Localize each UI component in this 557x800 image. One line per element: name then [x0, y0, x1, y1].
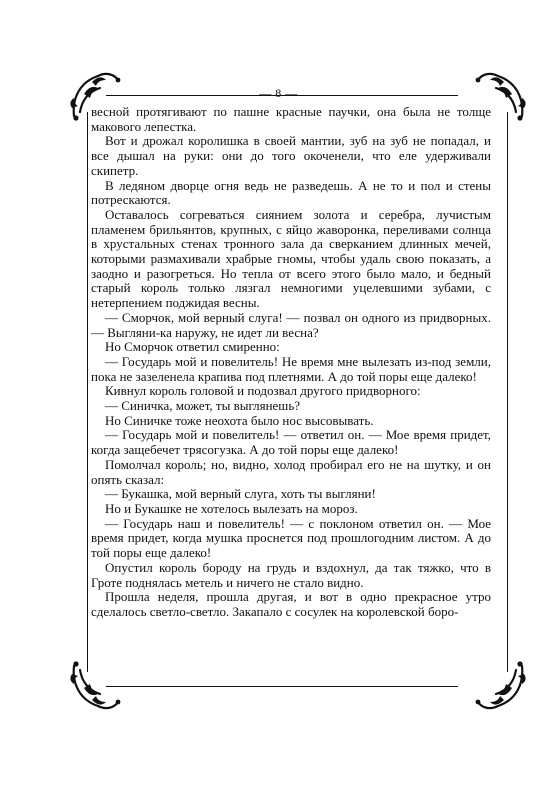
paragraph: — Синичка, может, ты выглянешь? — [105, 398, 301, 414]
paragraph: В ледяном дворце огня ведь не разведешь. А не то и пол и стены потрескаются. — [91, 177, 491, 208]
frame-left-border — [87, 112, 88, 672]
floral-corner-icon — [66, 660, 124, 718]
paragraph: Оставалось согреваться сиянием золота и серебра, лучистым пламенем брильянтов, крупных, с яйцо жаворонка, переливами солнца в хрустальных стенах тронного зала да сверканием длинных мечей, которыми размахивали храбрые гномы, чтобы удаль свою показать, а заодно и разогреться. Но тепла от всего этого было мало, и бедный старый король только лязгал немногими уцелевшими зубами, с нетерпением поджидая весны. — [91, 206, 491, 311]
paragraph: Но Сморчок ответил смиренно: — [105, 339, 280, 355]
frame-bottom-border — [106, 686, 458, 687]
frame-right-border — [507, 112, 508, 672]
paragraph: — Государь наш и повелитель! — с поклоном ответил он. — Мое время придет, когда мушка проснется под прошлогодним листом. А до той поры еще далеко! — [91, 515, 491, 561]
paragraph: Прошла неделя, прошла другая, и вот в одно прекрасное утро сделалось светло-светло. Закапало с сосулек на королевской боро- — [91, 589, 491, 619]
paragraph: весной протягивают по пашне красные паучки, она была не толще макового лепестка. — [91, 104, 491, 134]
paragraph: Но и Букашке не хотелось вылезать на мороз. — [105, 500, 358, 516]
paragraph: — Государь мой и повелитель! — ответил он. — Мое время придет, когда защебечет трясогузка. А до той поры еще далеко! — [91, 427, 491, 458]
page-number: — 8 — — [259, 86, 298, 100]
paragraph: — Сморчок, мой верный слуга! — позвал он одного из придворных. — Выгляни-ка наружу, не идет ли весна? — [91, 309, 491, 340]
paragraph: Но Синичке тоже неохота было нос высовывать. — [105, 412, 374, 428]
paragraph: Вот и дрожал королишка в своей мантии, зуб на зуб не попадал, и все дышал на руки: они до того окоченели, что еле удерживали скипетр. — [91, 133, 491, 178]
paragraph: Помолчал король; но, видно, холод пробирал его не на шутку, и он опять сказал: — [91, 456, 491, 487]
paragraph: — Государь мой и повелитель! Не время мне вылезать из-под земли, пока не зазеленела крапива под плетнями. А до той поры еще далеко! — [91, 353, 491, 384]
story-text — [91, 105, 491, 620]
paragraph: Кивнул король головой и подозвал другого придворного: — [105, 383, 421, 399]
paragraph: — Букашка, мой верный слуга, хоть ты выгляни! — [105, 486, 376, 502]
paragraph: Опустил король бороду на грудь и вздохнул, да так тяжко, что в Гроте поднялась метель и ничего не стало видно. — [91, 559, 491, 590]
floral-corner-icon — [472, 660, 530, 718]
